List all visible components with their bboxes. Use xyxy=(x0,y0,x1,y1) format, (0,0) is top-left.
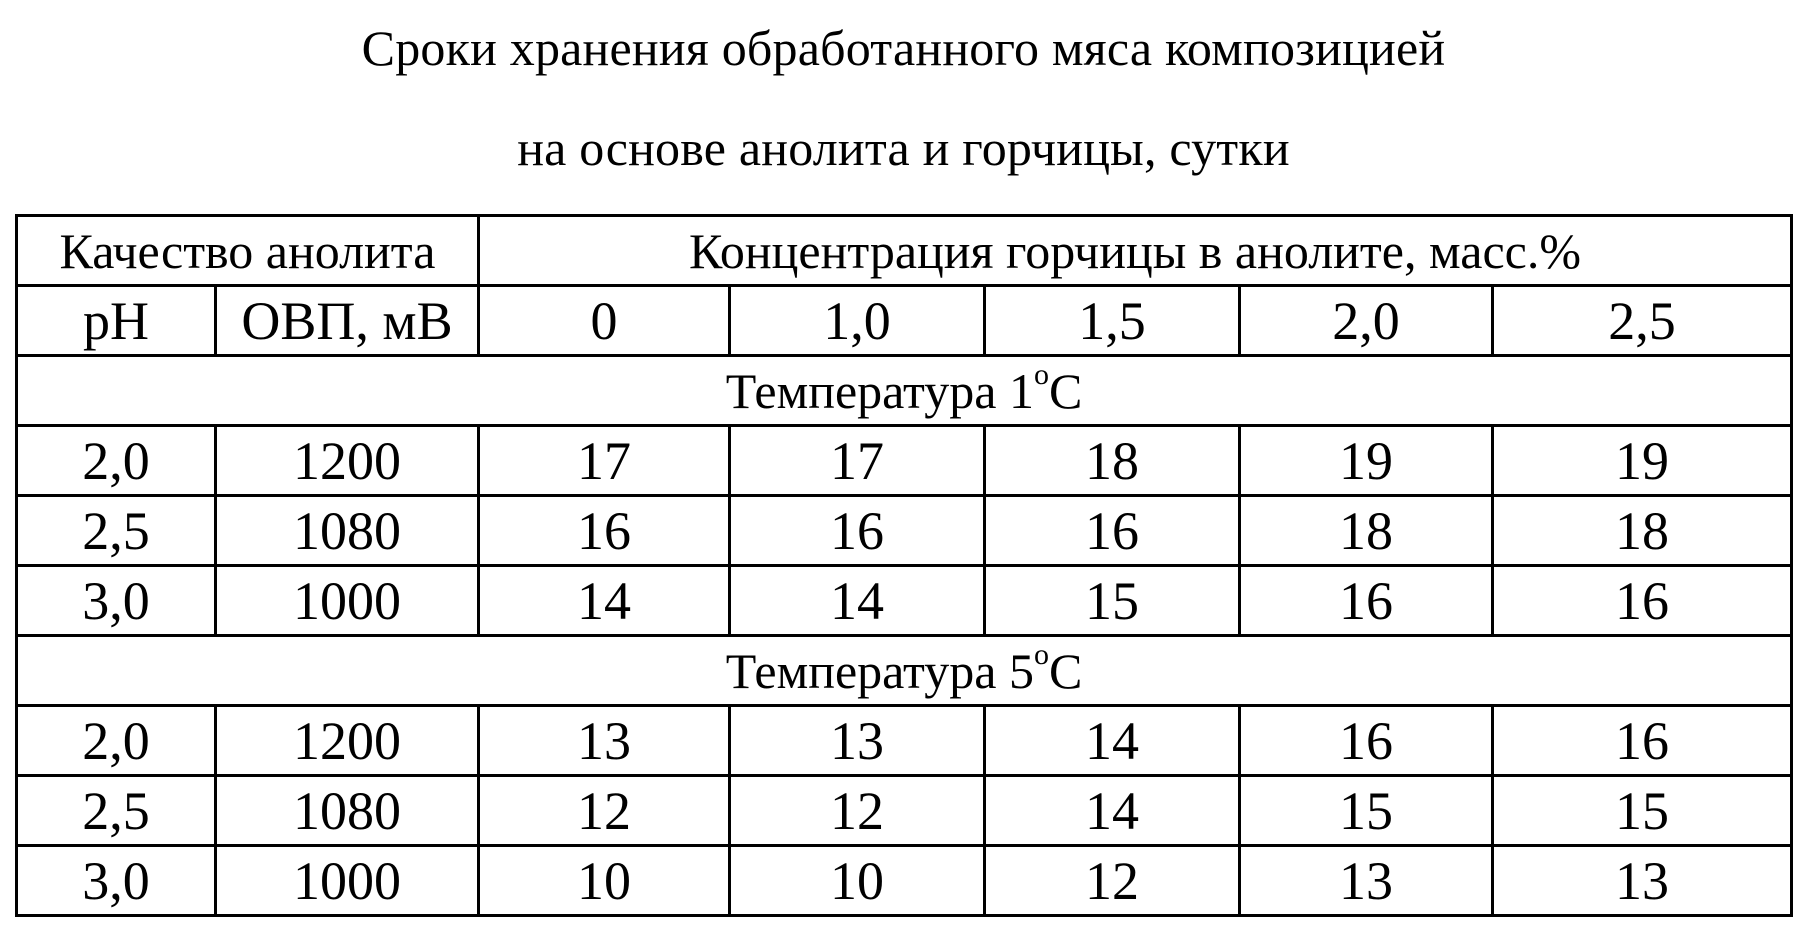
table-row xyxy=(17,566,1792,636)
section-label-unit: C xyxy=(1048,642,1083,699)
cell-days: 10 xyxy=(479,846,730,916)
cell-days: 13 xyxy=(1493,846,1792,916)
section-label xyxy=(17,636,1792,706)
table-row xyxy=(17,706,1792,776)
cell-days: 16 xyxy=(1493,566,1792,636)
cell-orp: 1000 xyxy=(216,566,479,636)
cell-days: 17 xyxy=(479,426,730,496)
cell-orp: 1080 xyxy=(216,496,479,566)
cell-ph: 3,0 xyxy=(17,566,216,636)
cell-orp: 1200 xyxy=(216,706,479,776)
table-row xyxy=(17,426,1792,496)
header-row-groups xyxy=(17,216,1792,286)
cell-days: 13 xyxy=(1240,846,1493,916)
cell-days: 13 xyxy=(479,706,730,776)
cell-days: 14 xyxy=(985,706,1240,776)
cell-days: 14 xyxy=(479,566,730,636)
cell-days: 10 xyxy=(730,846,985,916)
cell-ph: 2,0 xyxy=(17,706,216,776)
section-row-temperature xyxy=(17,356,1792,426)
section-label-prefix: Температура 1 xyxy=(725,362,1034,419)
header-concentration: 1,0 xyxy=(730,286,985,356)
cell-days: 16 xyxy=(479,496,730,566)
cell-orp: 1200 xyxy=(216,426,479,496)
section-label-unit: C xyxy=(1048,362,1083,419)
cell-days: 14 xyxy=(730,566,985,636)
cell-orp: 1000 xyxy=(216,846,479,916)
cell-days: 12 xyxy=(730,776,985,846)
cell-days: 18 xyxy=(1240,496,1493,566)
header-concentration: 0 xyxy=(479,286,730,356)
cell-days: 19 xyxy=(1493,426,1792,496)
cell-days: 15 xyxy=(1240,776,1493,846)
cell-days: 12 xyxy=(985,846,1240,916)
cell-days: 13 xyxy=(730,706,985,776)
cell-ph: 2,5 xyxy=(17,776,216,846)
cell-ph: 3,0 xyxy=(17,846,216,916)
section-label-prefix: Температура 5 xyxy=(725,642,1034,699)
table-title-line-1: Сроки хранения обработанного мяса композицией xyxy=(361,20,1446,76)
header-mustard-concentration: Концентрация горчицы в анолите, масс.% xyxy=(479,216,1792,286)
cell-days: 18 xyxy=(985,426,1240,496)
section-row-temperature xyxy=(17,636,1792,706)
cell-days: 15 xyxy=(985,566,1240,636)
cell-days: 12 xyxy=(479,776,730,846)
cell-ph: 2,0 xyxy=(17,426,216,496)
cell-days: 17 xyxy=(730,426,985,496)
header-concentration: 2,0 xyxy=(1240,286,1493,356)
cell-days: 16 xyxy=(1240,706,1493,776)
cell-days: 16 xyxy=(730,496,985,566)
header-concentration: 2,5 xyxy=(1493,286,1792,356)
cell-days: 16 xyxy=(1493,706,1792,776)
cell-ph: 2,5 xyxy=(17,496,216,566)
header-ph: pH xyxy=(17,286,216,356)
table-row xyxy=(17,846,1792,916)
cell-orp: 1080 xyxy=(216,776,479,846)
cell-days: 15 xyxy=(1493,776,1792,846)
table-row xyxy=(17,776,1792,846)
header-anolyte-quality: Качество анолита xyxy=(17,216,479,286)
storage-time-table xyxy=(15,214,1793,917)
section-label xyxy=(17,356,1792,426)
header-concentration: 1,5 xyxy=(985,286,1240,356)
degree-sign: o xyxy=(1033,357,1049,391)
table-row xyxy=(17,496,1792,566)
cell-days: 14 xyxy=(985,776,1240,846)
table-title-line-2: на основе анолита и горчицы, сутки xyxy=(517,120,1290,176)
cell-days: 16 xyxy=(985,496,1240,566)
degree-sign: o xyxy=(1033,637,1049,671)
cell-days: 19 xyxy=(1240,426,1493,496)
header-row-columns xyxy=(17,286,1792,356)
cell-days: 16 xyxy=(1240,566,1493,636)
header-orp: ОВП, мВ xyxy=(216,286,479,356)
cell-days: 18 xyxy=(1493,496,1792,566)
